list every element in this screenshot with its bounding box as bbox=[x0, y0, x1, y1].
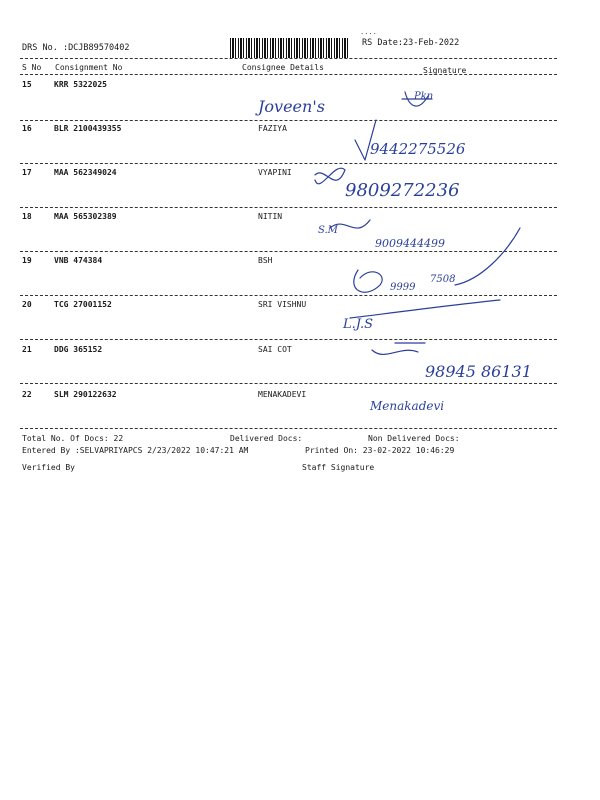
signature-scribble bbox=[402, 92, 432, 106]
handwritten-text: L.J.S bbox=[343, 317, 374, 332]
row-consignment: DDG 365152 bbox=[54, 345, 103, 354]
signature-check bbox=[355, 120, 376, 160]
divider bbox=[20, 207, 557, 208]
signature-scribble bbox=[372, 343, 425, 354]
handwritten-text: 9809272236 bbox=[345, 180, 460, 201]
handwritten-text: Menakadevi bbox=[370, 399, 445, 413]
signature-scribble bbox=[330, 220, 370, 228]
drs-label: DRS No. : bbox=[22, 43, 69, 53]
cut-top-text: .... bbox=[360, 28, 377, 36]
divider bbox=[20, 120, 557, 121]
delivered-docs: Delivered Docs: bbox=[230, 434, 303, 443]
row-sno: 22 bbox=[22, 390, 32, 399]
divider bbox=[20, 163, 557, 164]
column-header-sno: S No bbox=[22, 63, 42, 72]
handwritten-text: Joveen's bbox=[258, 97, 325, 116]
signature-scribble bbox=[354, 270, 382, 292]
divider bbox=[20, 251, 557, 252]
handwritten-text: 9999 bbox=[390, 282, 416, 293]
non-delivered-docs: Non Delivered Docs: bbox=[368, 434, 460, 443]
row-sno: 21 bbox=[22, 345, 32, 354]
row-sno: 20 bbox=[22, 300, 32, 309]
divider bbox=[20, 428, 557, 429]
row-consignee: VYAPINI bbox=[258, 168, 292, 177]
row-consignment: KRR 5322025 bbox=[54, 80, 107, 89]
handwritten-text: 9009444499 bbox=[375, 237, 445, 250]
divider bbox=[20, 383, 557, 384]
total-docs: Total No. Of Docs: 22 bbox=[22, 434, 124, 443]
printed-on: Printed On: 23-02-2022 10:46:29 bbox=[305, 446, 455, 455]
row-consignee: FAZIYA bbox=[258, 124, 287, 133]
signature-line bbox=[455, 228, 520, 285]
rs-date bbox=[362, 38, 459, 48]
signature-scribble bbox=[315, 168, 345, 184]
row-sno: 18 bbox=[22, 212, 32, 221]
row-consignee: SRI VISHNU bbox=[258, 300, 307, 309]
row-consignee: NITIN bbox=[258, 212, 283, 221]
entered-by: Entered By :SELVAPRIYAPCS 2/23/2022 10:47:21 AM bbox=[22, 446, 249, 455]
divider bbox=[20, 58, 557, 59]
row-consignee: SAI COT bbox=[258, 345, 292, 354]
row-consignment: MAA 565302389 bbox=[54, 212, 117, 221]
rs-date-value: 23-Feb-2022 bbox=[402, 38, 460, 48]
row-consignment: MAA 562349024 bbox=[54, 168, 117, 177]
rs-date-label: RS Date: bbox=[362, 38, 403, 48]
row-consignment: VNB 474384 bbox=[54, 256, 103, 265]
handwritten-text: Pkn bbox=[414, 91, 434, 102]
divider bbox=[20, 339, 557, 340]
column-header-consignee: Consignee Details bbox=[242, 63, 324, 72]
row-sno: 19 bbox=[22, 256, 32, 265]
column-header-consignment: Consignment No bbox=[55, 63, 123, 72]
handwritten-text: 7508 bbox=[430, 274, 456, 285]
row-consignee: MENAKADEVI bbox=[258, 390, 307, 399]
row-consignment: SLM 290122632 bbox=[54, 390, 117, 399]
row-consignment: BLR 2100439355 bbox=[54, 124, 122, 133]
row-sno: 17 bbox=[22, 168, 32, 177]
signature-line bbox=[350, 300, 500, 318]
column-header-signature: Signature bbox=[423, 66, 467, 75]
staff-signature: Staff Signature bbox=[302, 463, 375, 472]
verified-by: Verified By bbox=[22, 463, 75, 472]
divider bbox=[20, 295, 557, 296]
row-sno: 16 bbox=[22, 124, 32, 133]
row-sno: 15 bbox=[22, 80, 32, 89]
row-consignment: TCG 27001152 bbox=[54, 300, 112, 309]
drs-number: DCJB89570402 bbox=[68, 43, 130, 53]
row-consignee: BSH bbox=[258, 256, 273, 265]
handwritten-text: S.M bbox=[318, 225, 338, 236]
divider bbox=[20, 74, 557, 75]
handwritten-text: 98945 86131 bbox=[425, 362, 532, 381]
drs-number-label bbox=[22, 43, 129, 53]
barcode-image bbox=[230, 38, 350, 58]
handwritten-text: 9442275526 bbox=[370, 140, 466, 158]
